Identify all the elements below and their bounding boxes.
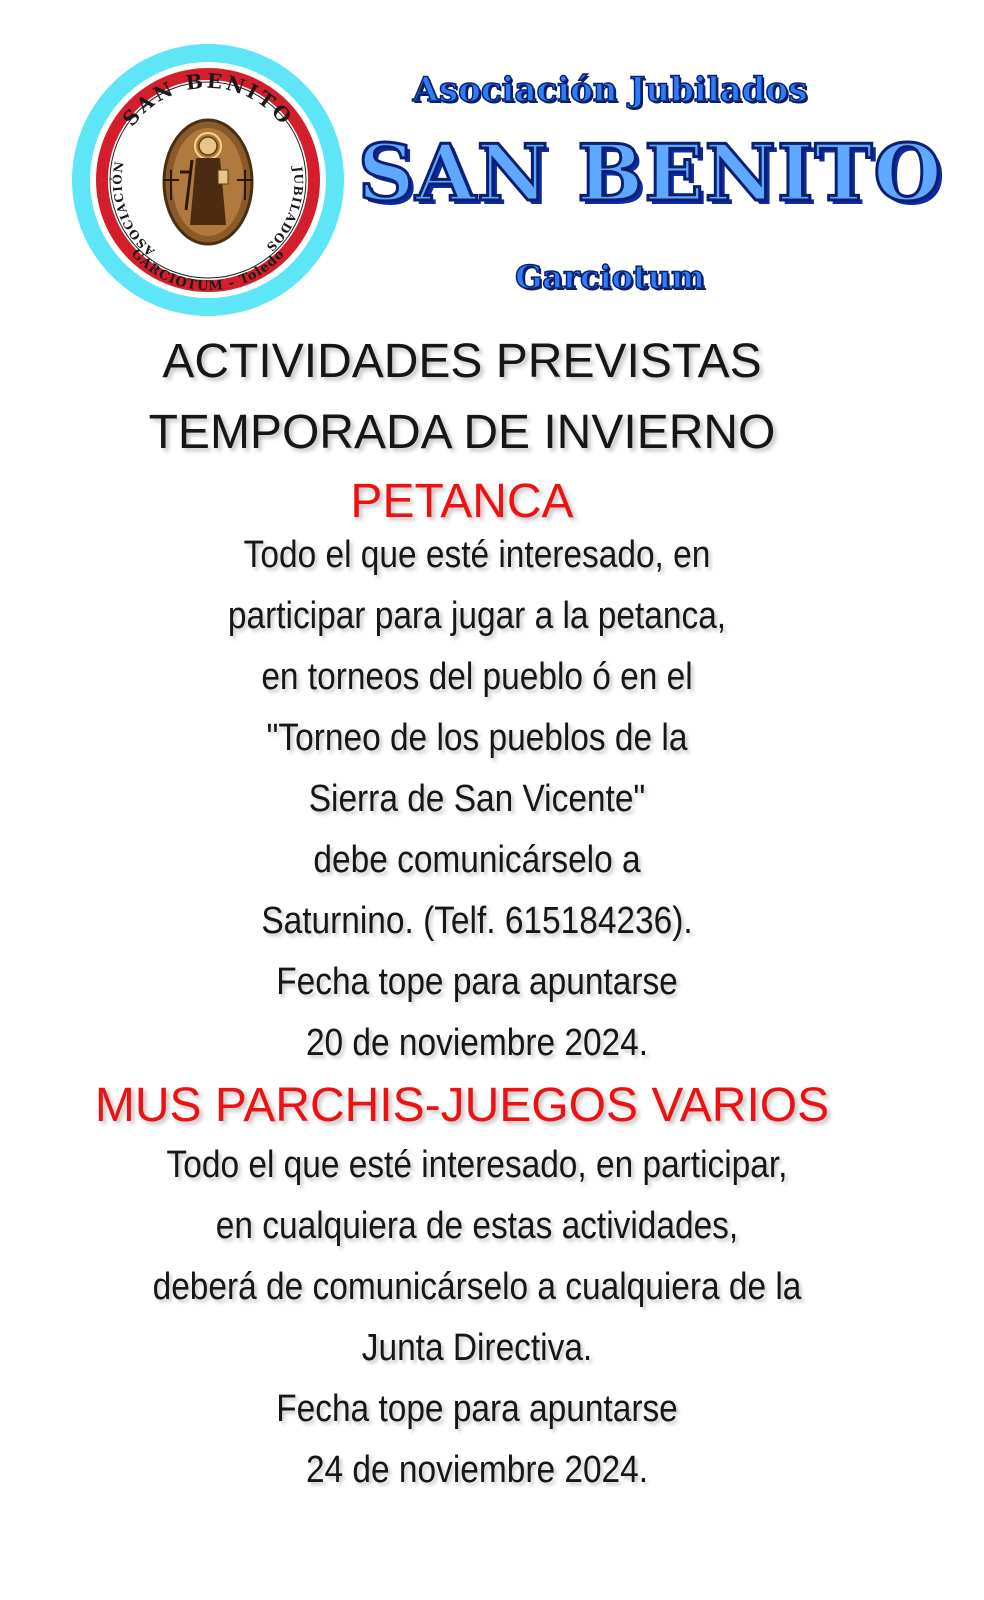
- petanca-line: 20 de noviembre 2024.: [305, 1022, 649, 1064]
- heading-line-2: TEMPORADA DE INVIERNO: [148, 406, 776, 459]
- petanca-line: Todo el que esté interesado, en: [243, 534, 711, 576]
- town-name: Garciotum: [515, 258, 705, 296]
- association-logo: [68, 40, 348, 320]
- san-benito-seal-icon: [68, 40, 348, 320]
- mus-line: deberá de comunicárselo a cualquiera de la: [152, 1266, 802, 1308]
- section-title-mus: MUS PARCHIS-JUEGOS VARIOS: [94, 1079, 830, 1132]
- logo-top-text: SAN BENITO: [117, 68, 299, 131]
- petanca-line: "Torneo de los pueblos de la: [266, 717, 688, 759]
- petanca-line: Fecha tope para apuntarse: [276, 961, 678, 1003]
- heading-line-1: ACTIVIDADES PREVISTAS: [162, 335, 762, 388]
- association-label: Asociación Jubilados: [412, 70, 808, 110]
- logo-left-text: ASOCIACIÓN: [110, 159, 158, 259]
- petanca-line: debe comunicárselo a: [313, 839, 641, 881]
- petanca-line: participar para jugar a la petanca,: [227, 595, 727, 637]
- mus-line: Junta Directiva.: [361, 1327, 593, 1369]
- logo-right-text: JUBILADOS: [263, 165, 306, 255]
- mus-line: Fecha tope para apuntarse: [276, 1388, 678, 1430]
- mus-line: en cualquiera de estas actividades,: [215, 1205, 739, 1247]
- association-name: SAN BENITO: [358, 128, 943, 219]
- section-title-petanca: PETANCA: [350, 475, 574, 528]
- petanca-line: en torneos del pueblo ó en el: [261, 656, 693, 698]
- mus-line: 24 de noviembre 2024.: [305, 1449, 649, 1491]
- petanca-line: Sierra de San Vicente": [308, 778, 646, 820]
- mus-line: Todo el que esté interesado, en participar,: [166, 1144, 788, 1186]
- petanca-line: Saturnino. (Telf. 615184236).: [261, 900, 693, 942]
- logo-bottom-text: GARCIOTUM - Toledo: [127, 246, 289, 295]
